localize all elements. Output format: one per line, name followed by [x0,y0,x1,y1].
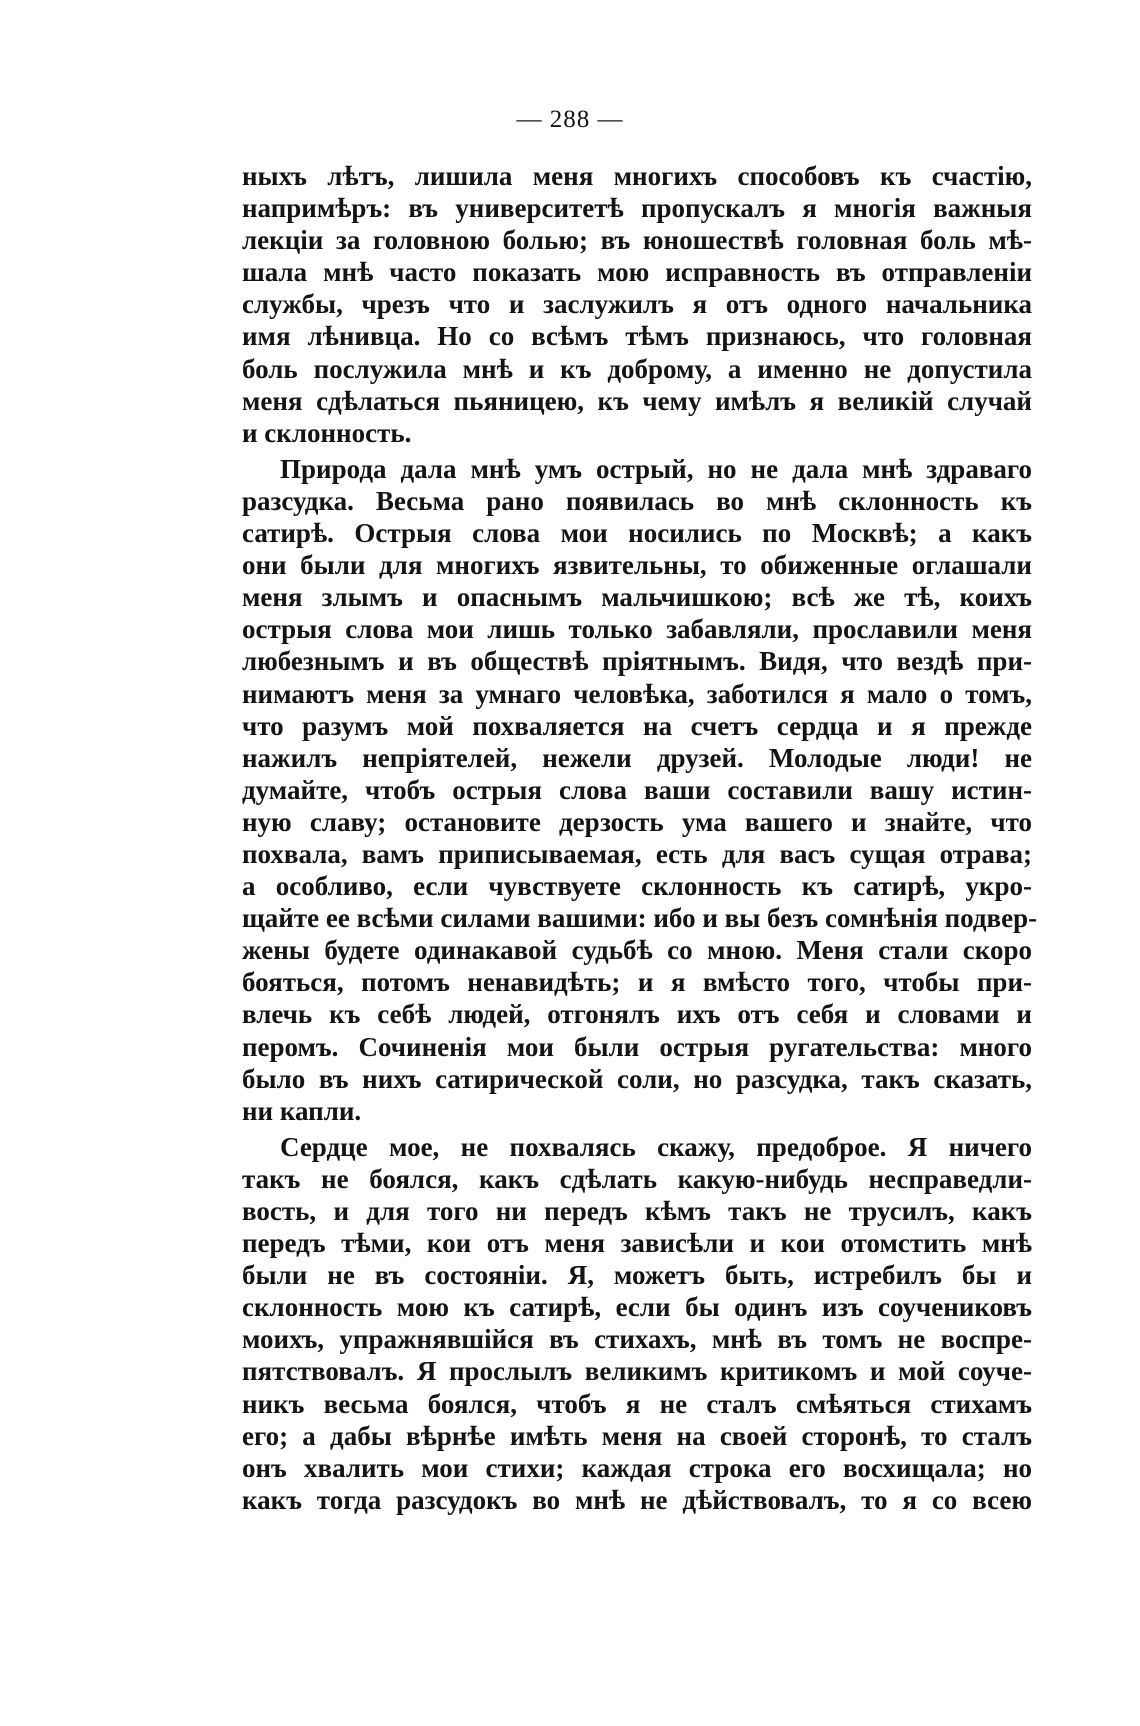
text-line: такъ не боялся, какъ сдѣлать какую-нибудь несправедли- [242,1163,1032,1194]
text-line: нажилъ непріятелей, нежели друзей. Молодые люди! не [242,742,1032,773]
text-line: любезнымъ и въ обществѣ пріятнымъ. Видя, что вездѣ при- [242,646,1032,677]
text-line: боль послужила мнѣ и къ доброму, а именно не допустила [242,353,1032,384]
text-line: думайте, чтобъ острыя слова ваши составили вашу истин- [242,774,1032,805]
text-line: разсудка. Весьма рано появилась во мнѣ склонность къ [242,485,1032,516]
text-line: какъ тогда разсудокъ во мнѣ не дѣйствовалъ, то я со всею [242,1484,1032,1515]
text-line: похвала, вамъ приписываемая, есть для васъ сущая отрава; [242,838,1032,869]
text-line: меня злымъ и опаснымъ мальчишкою; всѣ же тѣ, коихъ [242,582,1032,613]
text-line: острыя слова мои лишь только забавляли, прославили меня [242,614,1032,645]
text-line: Сердце мое, не похвалясь скажу, предоброе. Я ничего [280,1131,1032,1162]
paragraph-3 [242,1131,1032,1516]
text-line: напримѣръ: въ университетѣ пропускалъ я многія важныя [242,193,1032,224]
text-line: а особливо, если чувствуете склонность къ сатирѣ, укро- [242,871,1032,902]
text-line: передъ тѣми, кои отъ меня зависѣли и кои отомстить мнѣ [242,1228,1032,1259]
text-line: ную славу; остановите дерзость ума вашего и знайте, что [242,806,1032,837]
text-line: перомъ. Сочиненія мои были острыя ругательства: много [242,1031,1032,1062]
paragraph-2 [242,453,1038,1127]
text-line: влечь къ себѣ людей, отгонялъ ихъ отъ себя и словами и [242,999,1032,1030]
text-line: что разумъ мой похваляется на счетъ сердца и я прежде [242,710,1032,741]
text-line: меня сдѣлаться пьяницею, къ чему имѣлъ я великій случай [242,385,1032,416]
text-line: онъ хвалить мои стихи; каждая строка его восхищала; но [242,1452,1032,1483]
text-line: было въ нихъ сатирической соли, но разсудка, такъ сказать, [242,1063,1032,1094]
text-line: сатирѣ. Острыя слова мои носились по Москвѣ; а какъ [242,518,1032,549]
text-line: жены будете одинакавой судьбѣ со мною. Меня стали скоро [242,935,1032,966]
text-line: нимаютъ меня за умнаго человѣка, заботился я мало о томъ, [242,678,1032,709]
text-line: имя лѣнивца. Но со всѣмъ тѣмъ признаюсь, что головная [242,321,1032,352]
text-line: никъ весьма боялся, чтобъ я не сталъ смѣяться стихамъ [242,1388,1032,1419]
text-line: склонность мою къ сатирѣ, если бы одинъ изъ соучениковъ [242,1292,1032,1323]
paragraph-1 [242,160,1032,449]
page-number: — 288 — [516,106,624,133]
text-line: вость, и для того ни передъ кѣмъ такъ не трусилъ, какъ [242,1196,1032,1226]
text-line: шала мнѣ часто показать мою исправность въ отправленіи [242,257,1032,288]
text-line: были не въ состояніи. Я, можетъ быть, истребилъ бы и [242,1260,1032,1291]
text-line: ни капли. [242,1095,362,1126]
text-line: щайте ее всѣми силами вашими: ибо и вы безъ сомнѣнія подвер- [242,903,1038,934]
text-line: лекціи за головною болью; въ юношествѣ головная боль мѣ- [242,225,1032,256]
text-body [242,160,1038,1516]
text-line: пятствовалъ. Я прослылъ великимъ критикомъ и мой соуче- [242,1356,1032,1387]
text-line: бояться, потомъ ненавидѣть; и я вмѣсто того, чтобы при- [242,967,1032,998]
text-line: моихъ, упражнявшійся въ стихахъ, мнѣ въ томъ не воспре- [242,1324,1032,1355]
text-line: Природа дала мнѣ умъ острый, но не дала мнѣ здраваго [280,453,1032,484]
text-line: и склонность. [242,417,412,448]
text-line: они были для многихъ язвительны, то обиженные оглашали [242,550,1032,581]
text-line: ныхъ лѣтъ, лишила меня многихъ способовъ къ счастію, [242,161,1032,191]
text-line: его; а дабы вѣрнѣе имѣть меня на своей сторонѣ, то сталъ [242,1420,1032,1451]
text-line: службы, чрезъ что и заслужилъ я отъ одного начальника [242,289,1032,320]
